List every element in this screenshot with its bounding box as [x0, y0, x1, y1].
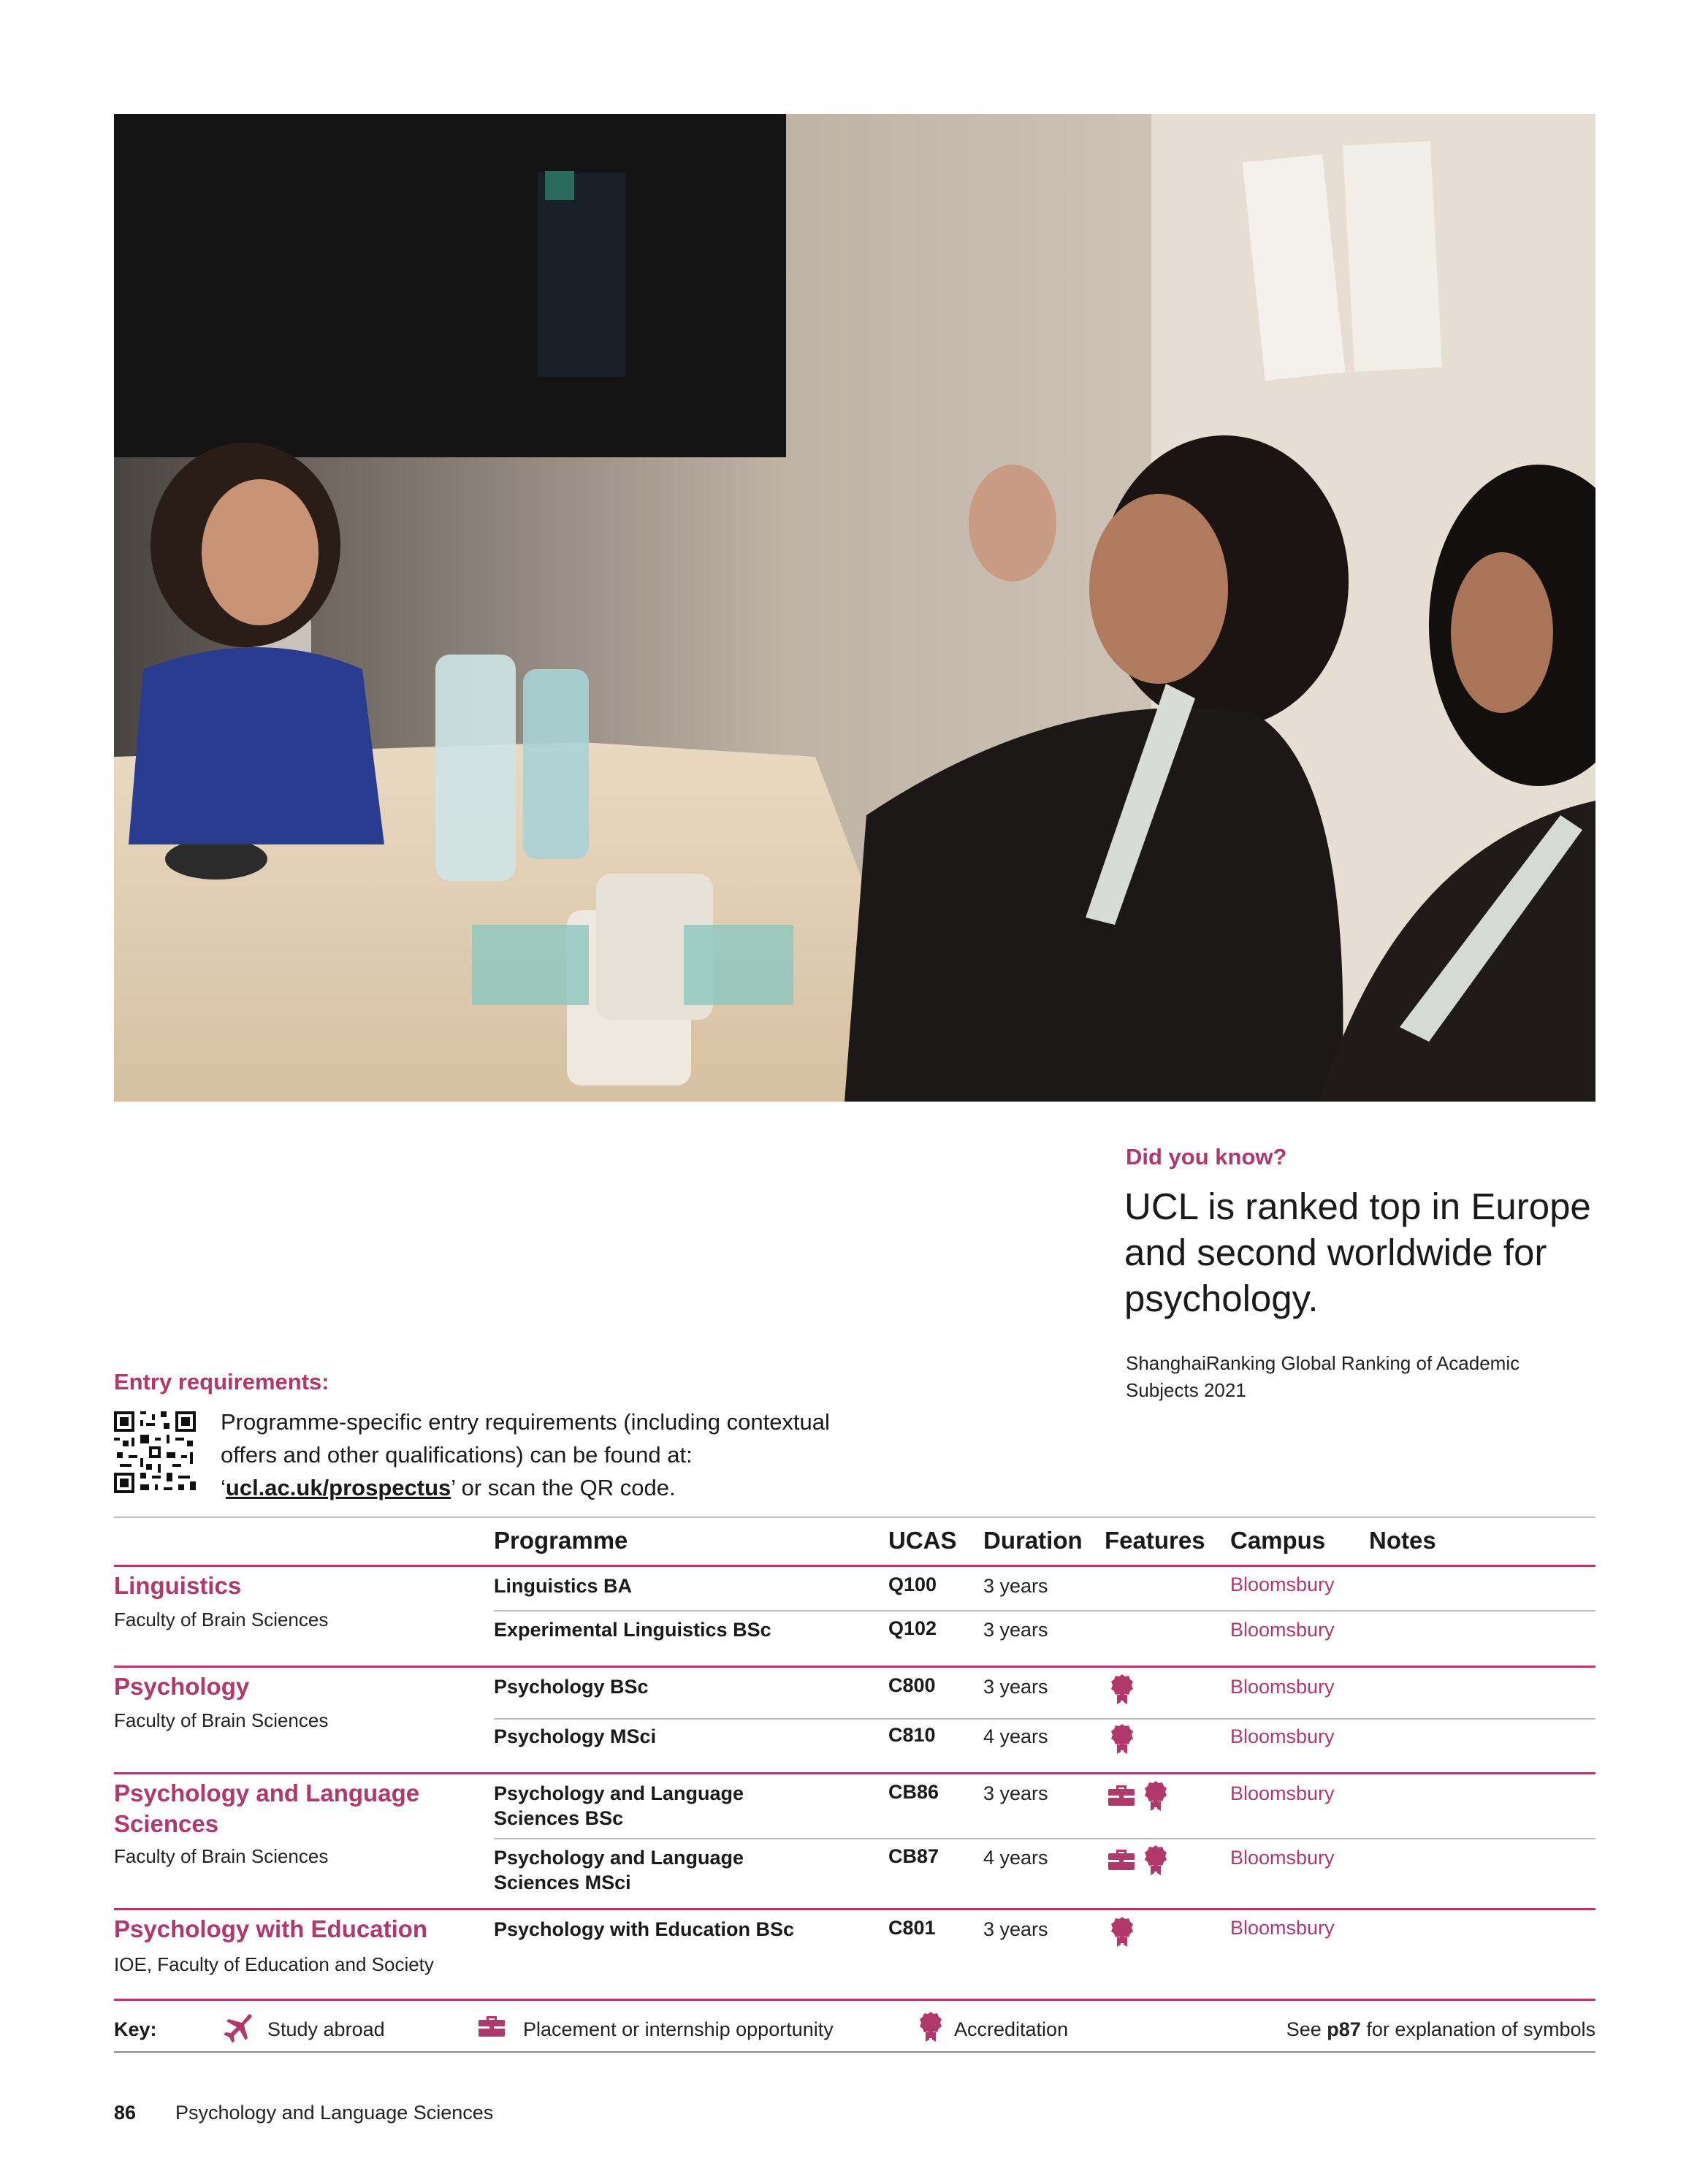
study-abroad-icon — [224, 2012, 254, 2046]
duration: 3 years — [983, 1676, 1048, 1698]
group-rule-psychology — [114, 1666, 1595, 1668]
programme-name: Psychology MSci — [494, 1725, 657, 1747]
campus: Bloomsbury — [1230, 1619, 1335, 1641]
footer-section-title: Psychology and Language Sciences — [175, 2102, 494, 2124]
key-placement: Placement or internship opportunity — [523, 2018, 834, 2040]
duration: 3 years — [983, 1918, 1048, 1940]
faculty-linguistics: Faculty of Brain Sciences — [114, 1609, 329, 1630]
programme-name: Psychology with Education BSc — [494, 1918, 795, 1940]
header-ucas: UCAS — [888, 1527, 957, 1554]
ucas-code: Q100 — [888, 1573, 937, 1595]
key-label: Key: — [114, 2018, 157, 2040]
programme-name: Psychology BSc — [494, 1676, 649, 1698]
did-you-know-label: Did you know? — [1126, 1144, 1287, 1170]
duration: 3 years — [983, 1575, 1048, 1597]
header-programme: Programme — [494, 1527, 628, 1554]
header-duration: Duration — [983, 1527, 1083, 1554]
header-campus: Campus — [1230, 1527, 1326, 1554]
campus: Bloomsbury — [1230, 1847, 1335, 1869]
accreditation-icon — [1144, 1779, 1167, 1815]
entry-text-after: ’ or scan the QR code. — [451, 1475, 676, 1500]
programme-name: Psychology and Language Sciences BSc — [494, 1782, 744, 1829]
ucas-code: C810 — [888, 1724, 936, 1746]
key-see-after: for explanation of symbols — [1360, 2018, 1595, 2040]
row-divider — [494, 1838, 1595, 1839]
accreditation-icon — [1110, 1673, 1134, 1709]
programme-name: Psychology and Language Sciences MSci — [494, 1847, 744, 1893]
group-rule-pals — [114, 1772, 1595, 1774]
ucas-code: C801 — [888, 1917, 936, 1939]
duration: 4 years — [983, 1725, 1048, 1747]
placement-icon — [478, 2013, 506, 2042]
meeting-photo-illustration — [114, 114, 1595, 1102]
entry-requirements-text — [221, 1405, 834, 1504]
ucas-code: CB86 — [888, 1781, 939, 1803]
page-number: 86 — [114, 2102, 137, 2124]
ucas-code: Q102 — [888, 1617, 937, 1639]
campus: Bloomsbury — [1230, 1573, 1335, 1595]
duration: 3 years — [983, 1782, 1048, 1804]
did-you-know-fact: UCL is ranked top in Europe and second worldwide for psychology. — [1124, 1186, 1591, 1319]
duration: 3 years — [983, 1619, 1048, 1641]
key-bottom-rule — [114, 2051, 1595, 2053]
campus: Bloomsbury — [1230, 1782, 1335, 1804]
prospectus-link[interactable]: ucl.ac.uk/prospectus — [225, 1475, 451, 1500]
key-accreditation: Accreditation — [954, 2018, 1069, 2040]
placement-icon — [1107, 1782, 1135, 1811]
subject-psychology-and-language-sciences: Psychology and Language Sciences — [114, 1779, 420, 1837]
faculty-psych-education: IOE, Faculty of Education and Society — [114, 1953, 434, 1975]
key-study-abroad: Study abroad — [267, 2018, 385, 2040]
key-see-before: See — [1286, 2018, 1327, 2040]
key-see-page-link[interactable]: p87 — [1327, 2018, 1361, 2040]
campus: Bloomsbury — [1230, 1725, 1335, 1747]
campus: Bloomsbury — [1230, 1676, 1335, 1698]
group-rule-psych-education — [114, 1908, 1595, 1910]
accreditation-icon — [1110, 1723, 1134, 1758]
accreditation-icon — [1110, 1915, 1134, 1951]
campus: Bloomsbury — [1230, 1917, 1335, 1939]
group-rule-linguistics — [114, 1565, 1595, 1567]
duration: 4 years — [983, 1847, 1048, 1869]
entry-requirements-title: Entry requirements: — [114, 1369, 329, 1395]
header-features: Features — [1105, 1527, 1205, 1554]
accreditation-icon — [1144, 1844, 1167, 1880]
faculty-pals: Faculty of Brain Sciences — [114, 1845, 329, 1867]
key-see-note — [1286, 2018, 1595, 2041]
ucas-code: C800 — [888, 1674, 936, 1696]
faculty-psychology: Faculty of Brain Sciences — [114, 1709, 329, 1731]
row-divider — [494, 1718, 1595, 1720]
key-top-rule — [114, 1999, 1595, 2001]
ucas-code: CB87 — [888, 1845, 939, 1867]
subject-psychology-with-education: Psychology with Education — [114, 1915, 428, 1942]
header-photo — [114, 114, 1595, 1102]
subject-linguistics: Linguistics — [114, 1572, 242, 1599]
programme-name: Linguistics BA — [494, 1575, 633, 1597]
accreditation-icon — [919, 2010, 942, 2046]
table-top-rule — [114, 1517, 1595, 1518]
placement-icon — [1107, 1847, 1135, 1875]
header-notes: Notes — [1369, 1527, 1436, 1554]
qr-code[interactable] — [114, 1411, 196, 1493]
programme-name: Experimental Linguistics BSc — [494, 1619, 771, 1641]
subject-psychology: Psychology — [114, 1673, 250, 1700]
row-divider — [494, 1610, 1595, 1611]
did-you-know-source: ShanghaiRanking Global Ranking of Academic Subjects 2021 — [1126, 1352, 1520, 1401]
entry-text-before: Programme-specific entry requirements (including contextual offers and other qualifications) can be found at: ‘ — [221, 1409, 830, 1500]
